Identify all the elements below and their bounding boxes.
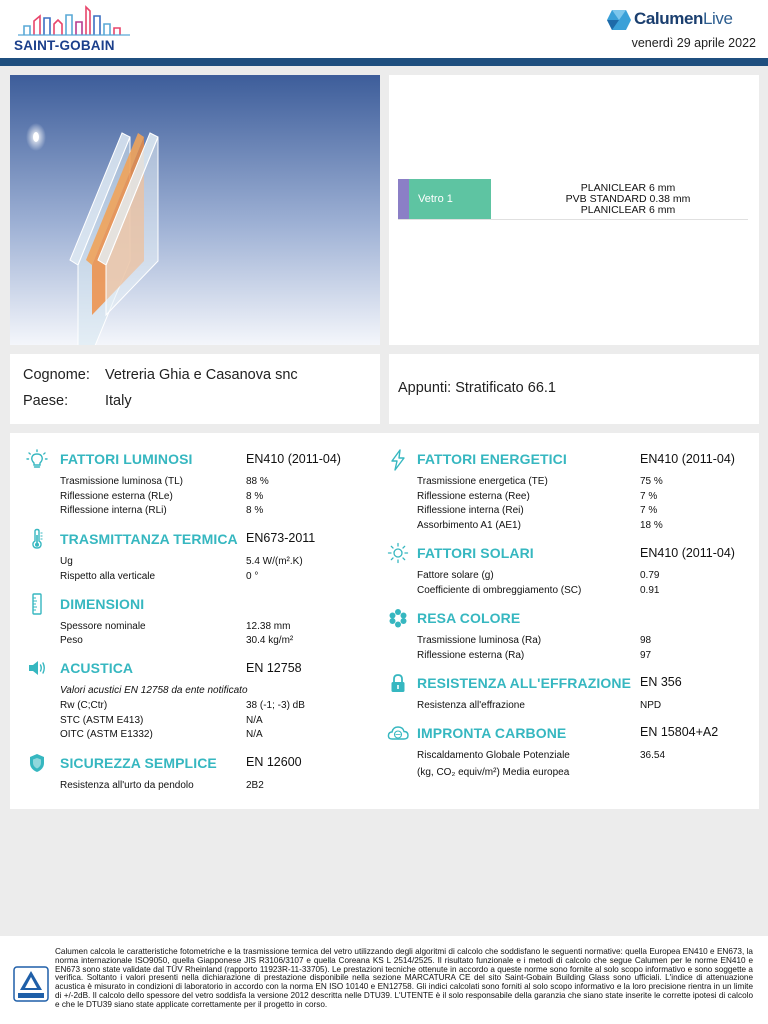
property-value: 7 % [640,491,658,502]
section-standard-safety: EN 12600 [246,755,302,769]
section-standard-energy: EN410 (2011-04) [640,452,735,466]
report-date: venerdì 29 aprile 2022 [631,36,756,50]
shield-icon [26,752,48,774]
composition-panel [389,75,759,345]
property-label: Trasmissione energetica (TE) [417,476,548,487]
co2-cloud-icon [387,722,409,744]
thermometer-icon [26,528,48,550]
property-label: Trasmissione luminosa (Ra) [417,635,542,646]
property-value: 2B2 [246,780,264,791]
tuv-certification-icon [13,966,49,1002]
property-value: N/A [246,715,263,726]
property-label: Assorbimento A1 (AE1) [417,520,521,531]
property-value: 0.79 [640,570,660,581]
section-standard-burglary: EN 356 [640,675,682,689]
property-label: Peso [60,635,83,646]
header-divider-bar [0,58,768,66]
calumen-wordmark-main: Calumen [634,9,703,28]
footer-disclaimer: Calumen calcola le caratteristiche fotometriche e la trasmissione termica del vetro utilizzando degli algoritmi di calcolo che soddisfano le seguenti normative: quella Europea EN410 e EN673, la norma internazionale ISO9050, quella Giapponese JIS R3106/3107 e quella Coreana KS L 2514/2525. Il risultato funzionale e i metodi di calcolo che segue Calumen per le norme EN410 e EN673 sono state validate dal TÜV Rheinland (rapporto 11923R-11-33705). Le prestazioni tecniche ottenute in accordo a queste norme sono fornite al solo scopo informativo e sono soggette a verifica. Soltanto i valori presenti nella dichiarazione di prestazione disponibile nella sezione MARCATURA CE del sito Saint-Gobain Building Glass sono ufficiali. L'indice di attenuazione acustica è misurato in condizioni di laboratorio in accordo con la norma EN ISO 10140 e EN12758. Gli indici calcolati sono forniti al solo scopo informativo e la loro precisione rientra in un limite di +/-2dB. Il calcolo dello spessore del vetro soddisfa la versione 2012 descritta nelle DTU39. L'UTENTE è il solo responsabile della garanzia che siano state inserite le corrette ipotesi di calcolo e che le DTU39 siano state applicate correttamente per il progetto in corso. [55,947,753,1009]
section-standard-thermal: EN673-2011 [246,531,316,545]
layer-color-stripe [398,179,409,219]
sun-icon [387,542,409,564]
surname-row [23,367,298,383]
property-value: 97 [640,650,652,661]
property-label: Riflessione interna (Rei) [417,505,524,516]
section-standard-solar: EN410 (2011-04) [640,546,735,560]
property-value: 30.4 kg/m² [246,635,294,646]
section-title-dimensions: DIMENSIONI [60,596,145,612]
property-label: Trasmissione luminosa (TL) [60,476,183,487]
property-label: OITC (ASTM E1332) [60,729,153,740]
section-title-solar: FATTORI SOLARI [417,545,534,561]
section-standard-luminous: EN410 (2011-04) [246,452,341,466]
property-value: 18 % [640,520,663,531]
section-title-carbon: IMPRONTA CARBONE [417,725,567,741]
property-label: (kg, CO₂ equiv/m²) Media europea [417,767,570,778]
section-title-luminous: FATTORI LUMINOSI [60,451,193,467]
properties-right-column [380,433,750,809]
property-label: Rw (C;Ctr) [60,700,108,711]
properties-left-column [10,433,380,809]
notes-text: Appunti: Stratificato 66.1 [398,380,556,396]
property-value: 88 % [246,476,269,487]
property-label: Resistenza all'urto da pendolo [60,780,194,791]
property-label: Riflessione esterna (Ra) [417,650,525,661]
calumen-cube-icon [606,8,632,32]
property-value: N/A [246,729,263,740]
color-wheel-icon [387,607,409,629]
property-value: 8 % [246,491,264,502]
property-value: 8 % [246,505,264,516]
country-row [23,393,132,409]
property-label: Fattore solare (g) [417,570,494,581]
property-value: NPD [640,700,662,711]
section-title-burglary: RESISTENZA ALL'EFFRAZIONE [417,675,632,691]
section-standard-acoustic: EN 12758 [246,661,302,675]
glass-illustration [10,75,380,345]
page-footer [0,936,768,1024]
page-header [0,0,768,58]
section-title-safety: SICUREZZA SEMPLICE [60,755,217,771]
layer-line: PLANICLEAR 6 mm [580,204,676,216]
property-value: 36.54 [640,750,666,761]
property-label: Resistenza all'effrazione [417,700,525,711]
surname-label: Cognome: [23,367,90,383]
composition-layer-row[interactable] [398,179,748,220]
property-label: Rispetto alla verticale [60,571,156,582]
laminated-glass-icon [10,75,380,345]
property-value: 5.4 W/(m².K) [246,556,303,567]
surname-value: Vetreria Ghia e Casanova snc [105,367,298,383]
lock-icon [387,672,409,694]
acoustic-note: Valori acustici EN 12758 da ente notificato [60,685,248,696]
property-label: STC (ASTM E413) [60,715,144,726]
country-label: Paese: [23,393,69,409]
calumen-wordmark-live: Live [703,9,733,28]
section-title-thermal: TRASMITTANZA TERMICA [60,531,238,547]
property-label: Riflessione esterna (Ree) [417,491,530,502]
speaker-icon [26,657,48,679]
properties-panel [10,433,759,809]
property-label: Spessore nominale [60,621,146,632]
notes-panel [389,354,759,424]
calumen-wordmark [634,9,733,29]
client-panel [10,354,380,424]
property-label: Riscaldamento Globale Potenziale [417,750,570,761]
saint-gobain-logo [14,4,136,54]
country-value: Italy [105,393,132,409]
layer-label: Vetro 1 [409,179,491,219]
section-title-acoustic: ACUSTICA [60,660,134,676]
property-value: 98 [640,635,652,646]
section-title-energy: FATTORI ENERGETICI [417,451,567,467]
layer-line: PLANICLEAR 6 mm [580,182,676,194]
section-standard-carbon: EN 15804+A2 [640,725,719,739]
layer-line: PVB STANDARD 0.38 mm [565,193,691,205]
property-value: 38 (-1; -3) dB [246,700,305,711]
saint-gobain-wordmark: SAINT-GOBAIN [14,38,115,53]
property-label: Ug [60,556,73,567]
property-label: Riflessione esterna (RLe) [60,491,173,502]
lightning-icon [387,449,409,471]
ruler-icon [26,593,48,615]
property-value: 0 ° [246,571,259,582]
section-title-color: RESA COLORE [417,610,521,626]
property-label: Riflessione interna (RLi) [60,505,167,516]
layer-description [538,183,718,216]
lightbulb-icon [26,449,48,471]
property-value: 7 % [640,505,658,516]
calumen-live-logo [606,8,756,32]
property-label: Coefficiente di ombreggiamento (SC) [417,585,582,596]
property-value: 0.91 [640,585,660,596]
property-value: 75 % [640,476,663,487]
property-value: 12.38 mm [246,621,291,632]
